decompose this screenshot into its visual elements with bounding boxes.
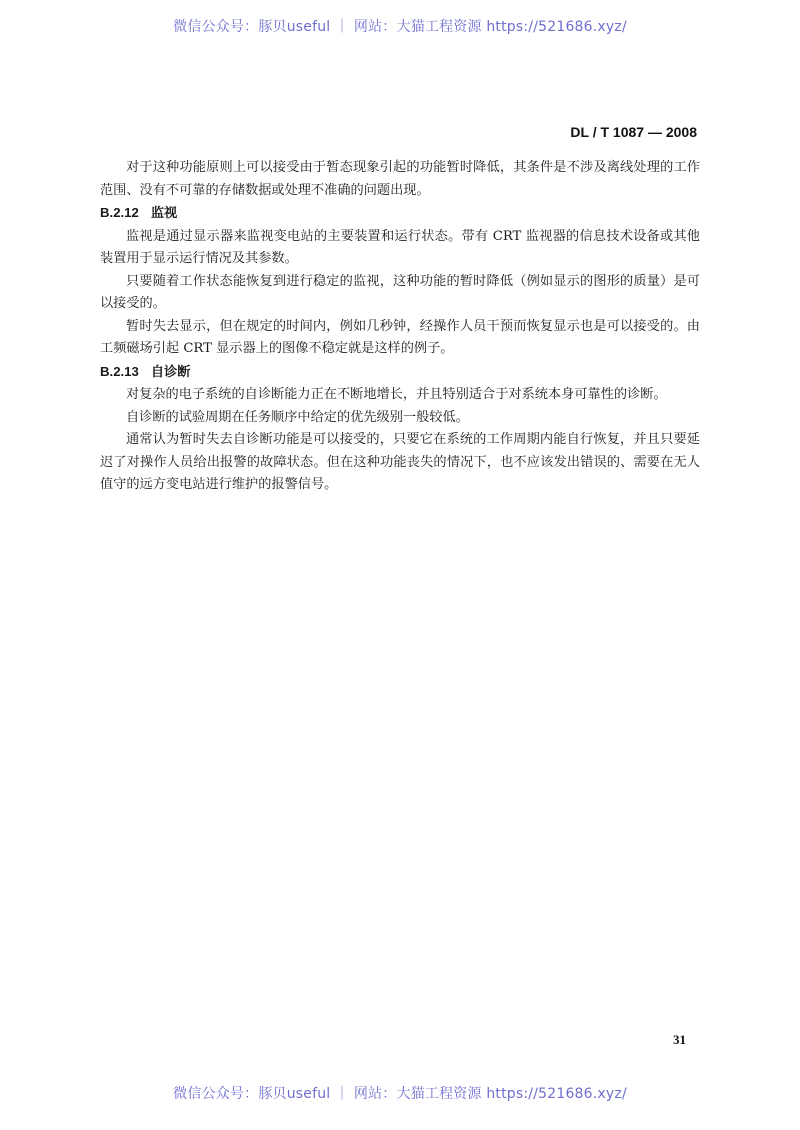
document-code: DL / T 1087 — 2008 <box>570 124 697 140</box>
paragraph: 对于这种功能原则上可以接受由于暂态现象引起的功能暂时降低，其条件是不涉及离线处理的工作范围、没有不可靠的存储数据或处理不准确的问题出现。 <box>100 160 700 198</box>
section-title: 监视 <box>150 206 178 221</box>
paragraph: 暂时失去显示，但在规定的时间内，例如几秒钟，经操作人员干预而恢复显示也是可以接受的。由工频磁场引起 CRT 显示器上的图像不稳定就是这样的例子。 <box>100 318 700 356</box>
section-number: B.2.12 <box>100 205 139 220</box>
page-content <box>100 157 700 497</box>
page-number: 31 <box>673 1032 686 1047</box>
section-heading-b213 <box>100 361 700 385</box>
section-title: 自诊断 <box>150 364 191 380</box>
section-number: B.2.13 <box>100 363 139 379</box>
watermark-bottom: 微信公众号：豚贝useful ｜ 网站：大猫工程资源 https://521686.xyz/ <box>173 1086 627 1102</box>
paragraph: 对复杂的电子系统的自诊断能力正在不断地增长，并且特别适合于对系统本身可靠性的诊断。 <box>126 387 667 402</box>
paragraph: 通常认为暂时失去自诊断功能是可以接受的，只要它在系统的工作周期内能自行恢复，并且只要延迟了对操作人员给出报警的故障状态。但在这种功能丧失的情况下，也不应该发出错误的、需要在无人值守的远方变电站进行维护的报警信号。 <box>100 432 700 492</box>
paragraph: 自诊断的试验周期在任务顺序中给定的优先级别一般较低。 <box>126 409 469 425</box>
paragraph: 只要随着工作状态能恢复到进行稳定的监视，这种功能的暂时降低（例如显示的图形的质量）是可以接受的。 <box>100 273 700 311</box>
section-heading-b212 <box>100 202 700 226</box>
paragraph: 监视是通过显示器来监视变电站的主要装置和运行状态。带有 CRT 监视器的信息技术设备或其他装置用于显示运行情况及其参数。 <box>100 228 700 266</box>
watermark-top: 微信公众号：豚贝useful ｜ 网站：大猫工程资源 https://521686.xyz/ <box>173 19 627 35</box>
